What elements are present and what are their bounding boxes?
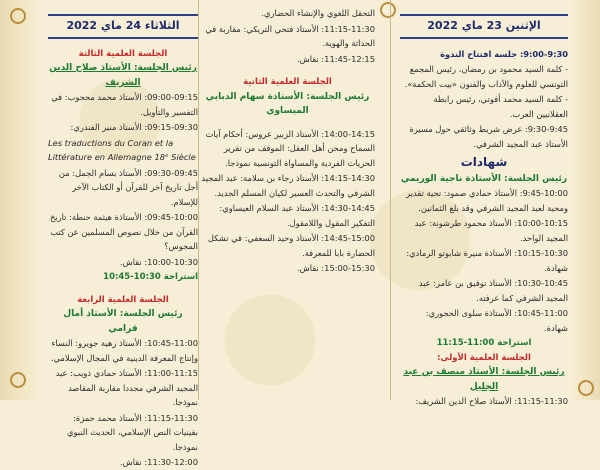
schedule-item: 10:00-10:30: نقاش. [119,256,198,267]
french-title: Les traductions du Coran et la Littérature en Allemagne 18ᵉ Siècle [48,137,196,162]
schedule-item: - كلمة السيد محمد أفوتي، رئيس رابطة العقلانيين العرب. [433,94,568,119]
session-4-title: الجلسة العلمية الرابعة [77,294,169,305]
tuesday-column [48,0,198,467]
monday-afternoon-column [200,0,375,400]
testimonies-chair: رئيس الجلسة: الأستاذة ناجية الوريمي [400,173,568,184]
schedule-item: 11:30-12:00: نقاش. [119,457,198,467]
left-ornamental-border [0,0,40,400]
schedule-item: 14:15-14:30: الأستاذ رجاء بن سلامة: عبد المجيد الشرفي والتحدث العسير لكيان المسلم الجديد. [201,173,375,198]
schedule-item: 10:45-11:00: الأستاذ زهية جويرو: النساء وإنتاج المعرفة الدينية في المجال الإسلامي. [50,338,198,363]
schedule-item: 09:45-10:00: الأستاذة هيثمة حنطة: تاريخ القرآن من خلال نصوص المسلمين عن كتب المجوس؟ [49,212,198,251]
schedule-item: 9:30-9:45: عرض شريط وثائقي حول مسيرة الأستاذ عبد المجيد الشرفي. [409,124,568,149]
schedule-item: 09:30-09:45: الأستاذ بسام الجمل: من أجل تاريخ آخر للقرآن أو الكتاب الآخر للإسلام. [58,167,198,207]
monday-column [400,0,568,406]
fold-divider [390,0,391,400]
session-1-chair: رئيس الجلسة: الأستاذ منصف بن عبد الجليل [403,367,565,392]
schedule-item: 14:00-14:15: الأستاذ الزبير عروس: أحكام آيات السماح ومحن أهل العقل: الموقف من تقرير الحريات الفردية والمساواة التونسية نموذجا. [205,128,375,168]
schedule-item: 14:30-14:45: الأستاذ عبد السلام العيساوي: التفكير المقول واللامقول. [219,203,375,228]
session-1-title: الجلسة العلمية الأولى: [437,352,531,363]
schedule-item: 9:45-10:00: الأستاذ حمادي صمود: تحية تقدير ومحبة لعبد المجيد الشرفي وقد بلغ الثمانين. [406,188,568,213]
ornament-icon [578,380,594,396]
schedule-item: التحقل اللغوي والإنشاء الحضاري. [261,8,375,18]
day-title-tuesday: الثلاثاء 24 ماي 2022 [48,14,198,39]
schedule-item: 10:00-10:15: الأستاذ محمود طرشونة: عبد المجيد الواحد. [414,218,568,243]
schedule-item: 11:00-11:15: الأستاذ حمادي ذويب: عبد المجيد الشرفي مجددا مقاربة المقاصد نموذجا. [55,368,198,407]
column-divider [198,0,199,400]
schedule-item: 09:00-09:15: الأستاذ محمد محجوب: في التفسير والتأويل. [51,92,198,117]
schedule-item: 11:15-11:30: الأستاذ فتحي التريكي: مقاربة في الحداثة والهوية. [205,23,375,48]
session-4-chair: رئيس الجلسة: الأستاذ أمال قرامي [63,309,183,334]
schedule-item: 11:15-11:30: الأستاذ صلاح الدين الشريف: [415,396,568,406]
session-3-chair: رئيس الجلسة: الأستاذ صلاح الدين الشريف [49,63,197,88]
session-2-chair: رئيس الجلسة: الأستاذة سهام الدبابي الميساوي [205,91,370,116]
day-title-monday: الإثنين 23 ماي 2022 [400,14,568,39]
testimonies-heading: شهادات [460,155,508,169]
session-3-title: الجلسة العلمية الثالثة [78,48,168,59]
break-label: استراحة 11:00-11:15 [436,338,532,348]
break-label: استراحة 10:30-10:45 [103,272,198,282]
schedule-item: 10:15-10:30: الأستاذة منيرة شابوتو الرمادي: شهادة. [406,248,568,273]
schedule-item: 9:00-9:30: جلسة افتتاح الندوة [440,48,568,59]
schedule-item: 10:30-10:45: الأستاذ توفيق بن عامر: عبد المجيد الشرفي كما عرفته. [418,278,568,303]
right-ornamental-border [572,0,600,400]
schedule-item: 15:00-15:30: نقاش. [296,263,375,273]
session-2-title: الجلسة العلمية الثانية [243,77,332,87]
schedule-item: - كلمة السيد محمود بن رمضان، رئيس المجمع التونسي للعلوم والآداب والفنون «بيت الحكمة». [404,64,568,89]
ornament-icon [380,2,396,18]
ornament-icon [10,372,26,388]
schedule-item: 10:45-11:00: الأستاذة سلوى الحجوري: شهادة. [425,308,568,333]
schedule-item: 14:45-15:00: الأستاذ وحيد السعفي: في تشكل الحضارة بابا للمعرفة. [207,233,375,258]
schedule-item: 11:45-12:15: نقاش. [296,53,375,64]
schedule-item: 09:15-09:30: الأستاذ منير الفندري: [70,122,198,132]
schedule-item: 11:15-11:30: الأستاذ محمد حمزة: بقينيات النص الإسلامي، الحديث النبوي نموذجا. [66,412,198,452]
ornament-icon [10,8,26,24]
